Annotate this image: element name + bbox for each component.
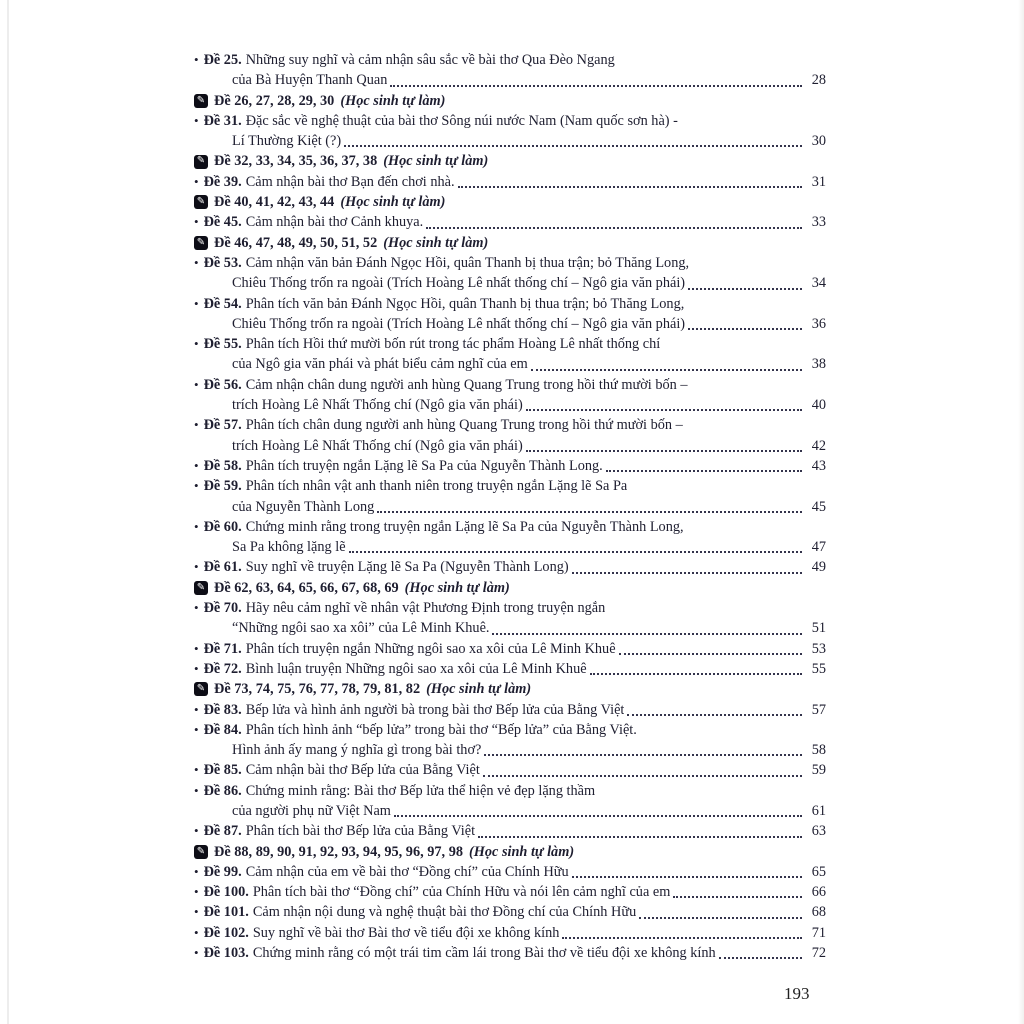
toc-line [194,923,826,943]
bullet-icon: • [194,904,199,920]
entry-label: Đề 85. [203,762,242,779]
toc-entry [194,192,826,212]
entry-label: Đề 86. [203,782,242,799]
group-label: Đề 26, 27, 28, 29, 30 [214,92,335,109]
leader-dots [619,653,802,655]
toc-entry [194,821,826,841]
toc-line [194,740,826,760]
page-ref: 34 [811,275,826,292]
toc-entry [194,882,826,902]
toc-line [194,50,826,70]
leader-dots [526,409,802,411]
leader-dots [673,896,802,898]
entry-label: Đề 102. [203,924,249,941]
toc-entry [194,50,826,91]
group-label: Đề 88, 89, 90, 91, 92, 93, 94, 95, 96, 97, 98 [214,843,463,860]
entry-text: Phân tích bài thơ “Đồng chí” của Chính Hữu và nói lên cảm nghĩ của em [252,884,671,901]
toc-line [194,537,826,557]
bullet-icon: • [194,254,199,270]
bullet-icon: • [194,924,199,940]
toc-line [194,456,826,476]
page-ref: 40 [811,397,826,414]
leader-dots [590,673,802,675]
toc-entry [194,476,826,517]
entry-label: Đề 99. [203,863,242,880]
bullet-icon: • [194,457,199,473]
entry-label: Đề 103. [203,945,249,962]
page-number: 193 [784,984,810,1003]
bullet-icon: • [194,518,199,534]
entry-text: Hãy nêu cảm nghĩ về nhân vật Phương Định trong truyện ngắn [245,600,606,617]
toc-entry [194,517,826,558]
entry-text: của Ngô gia văn phái và phát biểu cảm nghĩ của em [232,356,528,373]
entry-label: Đề 61. [203,559,242,576]
bullet-icon: • [194,884,199,900]
entry-text: Bình luận truyện Những ngôi sao xa xôi của Lê Minh Khuê [245,660,587,677]
bullet-icon: • [194,376,199,392]
entry-text: Bếp lửa và hình ảnh người bà trong bài thơ Bếp lửa của Bằng Việt [245,701,625,718]
page-ref: 68 [811,904,826,921]
toc-line [194,172,826,192]
entry-text: Cảm nhận văn bản Đánh Ngọc Hồi, quân Thanh bị thua trận; bỏ Thăng Long, [245,254,690,271]
entry-text: Cảm nhận bài thơ Cảnh khuya. [245,214,424,231]
entry-text: Sa Pa không lặng lẽ [232,539,346,556]
toc-line [194,497,826,517]
page-ref: 66 [811,884,826,901]
page-ref: 42 [811,437,826,454]
page-ref: 49 [811,559,826,576]
toc-entry [194,943,826,963]
group-note: (Học sinh tự làm) [340,194,446,211]
page-ref: 51 [811,620,826,637]
toc-entry [194,375,826,416]
toc-line [194,557,826,577]
toc-line [194,781,826,801]
toc-line [194,842,826,862]
entry-text: Chiêu Thống trốn ra ngoài (Trích Hoàng Lê nhất thống chí – Ngô gia văn phái) [232,275,686,292]
group-label: Đề 73, 74, 75, 76, 77, 78, 79, 81, 82 [214,681,421,698]
toc-entry [194,720,826,761]
bullet-icon: • [194,701,199,717]
toc-entry [194,111,826,152]
toc-line [194,253,826,273]
leader-dots [688,288,802,290]
entry-text: Phân tích hình ảnh “bếp lửa” trong bài thơ “Bếp lửa” của Bằng Việt. [245,721,637,738]
toc-line [194,375,826,395]
assignment-icon: ✎ [194,94,208,108]
group-label: Đề 62, 63, 64, 65, 66, 67, 68, 69 [214,579,399,596]
entry-text: Suy nghĩ về bài thơ Bài thơ về tiểu đội xe không kính [252,924,560,941]
entry-label: Đề 72. [203,660,242,677]
toc-line [194,598,826,618]
entry-label: Đề 71. [203,640,242,657]
leader-dots [572,572,802,574]
page-ref: 31 [811,173,826,190]
entry-text: “Những ngôi sao xa xôi” của Lê Minh Khuê. [232,620,490,637]
entry-text: Cảm nhận bài thơ Bạn đến chơi nhà. [245,173,455,190]
bullet-icon: • [194,640,199,656]
entry-text: Lí Thường Kiệt (?) [232,133,342,150]
entry-text: Cảm nhận bài thơ Bếp lửa của Bằng Việt [245,762,480,779]
toc-line [194,70,826,90]
toc-line [194,760,826,780]
entry-text: Đặc sắc về nghệ thuật của bài thơ Sông núi nước Nam (Nam quốc sơn hà) - [245,112,678,129]
group-note: (Học sinh tự làm) [469,843,575,860]
bullet-icon: • [194,559,199,575]
leader-dots [492,633,802,635]
assignment-icon: ✎ [194,845,208,859]
toc-line [194,91,826,111]
toc-entry [194,212,826,232]
entry-label: Đề 25. [203,52,242,68]
toc-line [194,659,826,679]
leader-dots [344,145,802,147]
toc-line [194,720,826,740]
toc-entry [194,639,826,659]
entry-text: Phân tích chân dung người anh hùng Quang Trung trong hồi thứ mười bốn – [245,417,683,434]
leader-dots [390,85,802,87]
toc-entry [194,334,826,375]
toc-line [194,801,826,821]
toc-line [194,212,826,232]
toc-entry [194,172,826,192]
entry-label: Đề 70. [203,600,242,617]
bullet-icon: • [194,762,199,778]
leader-dots [458,186,802,188]
entry-text: Chứng minh rằng: Bài thơ Bếp lửa thể hiện vẻ đẹp lặng thầm [245,782,596,799]
page-ref: 59 [811,762,826,779]
leader-dots [639,917,802,919]
toc-entry [194,91,826,111]
assignment-icon: ✎ [194,236,208,250]
toc-entry [194,902,826,922]
bullet-icon: • [194,863,199,879]
toc-line [194,821,826,841]
entry-text: Phân tích truyện ngắn Những ngôi sao xa xôi của Lê Minh Khuê [245,640,616,657]
toc-line [194,131,826,151]
entry-text: Cảm nhận chân dung người anh hùng Quang Trung trong hồi thứ mười bốn – [245,376,688,393]
page-ref: 45 [811,498,826,515]
entry-text: Phân tích văn bản Đánh Ngọc Hồi, quân Thanh bị thua trận; bỏ Thăng Long, [245,295,685,312]
toc-entry [194,456,826,476]
assignment-icon: ✎ [194,682,208,696]
page-ref: 61 [811,802,826,819]
entry-label: Đề 59. [203,478,242,495]
bullet-icon: • [194,660,199,676]
toc-entry [194,659,826,679]
toc-entry [194,415,826,456]
entry-text: Cảm nhận nội dung và nghệ thuật bài thơ Đồng chí của Chính Hữu [252,904,637,921]
toc-line [194,902,826,922]
entry-label: Đề 53. [203,254,242,271]
entry-text: của người phụ nữ Việt Nam [232,802,391,819]
toc-line [194,354,826,374]
toc-entry [194,294,826,335]
leader-dots [394,815,802,817]
entry-text: Cảm nhận của em về bài thơ “Đồng chí” của Chính Hữu [245,863,569,880]
entry-label: Đề 39. [203,173,242,190]
bullet-icon: • [194,823,199,839]
entry-label: Đề 45. [203,214,242,231]
toc-line [194,679,826,699]
toc-line [194,233,826,253]
page-ref: 71 [811,924,826,941]
entry-label: Đề 84. [203,721,242,738]
toc-line [194,578,826,598]
toc-entry [194,781,826,822]
toc-entry [194,598,826,639]
toc-line [194,882,826,902]
entry-text: của Bà Huyện Thanh Quan [232,72,388,89]
leader-dots [606,470,802,472]
group-note: (Học sinh tự làm) [404,579,510,596]
page-ref: 30 [811,133,826,150]
entry-text: Phân tích truyện ngắn Lặng lẽ Sa Pa của Nguyễn Thành Long. [245,457,603,474]
leader-dots [562,937,802,939]
page-ref: 38 [811,356,826,373]
page-ref: 63 [811,823,826,840]
entry-text: Phân tích nhân vật anh thanh niên trong truyện ngắn Lặng lẽ Sa Pa [245,478,628,495]
toc-line [194,618,826,638]
toc-entry [194,679,826,699]
toc-line [194,862,826,882]
toc-entry [194,862,826,882]
group-label: Đề 46, 47, 48, 49, 50, 51, 52 [214,234,378,251]
group-note: (Học sinh tự làm) [426,681,532,698]
page-ref: 47 [811,539,826,556]
entry-text: Suy nghĩ về truyện Lặng lẽ Sa Pa (Nguyễn Thành Long) [245,559,569,576]
toc-line [194,314,826,334]
bullet-icon: • [194,600,199,616]
bullet-icon: • [194,721,199,737]
entry-label: Đề 31. [203,112,242,129]
leader-dots [483,775,802,777]
entry-label: Đề 56. [203,376,242,393]
toc-entry [194,700,826,720]
page-ref: 57 [811,701,826,718]
bullet-icon: • [194,478,199,494]
page-ref: 36 [811,315,826,332]
toc-entry [194,923,826,943]
leader-dots [526,450,802,452]
toc-line [194,111,826,131]
group-note: (Học sinh tự làm) [383,153,489,170]
toc-line [194,415,826,435]
bullet-icon: • [194,52,199,67]
leader-dots [426,227,802,229]
entry-label: Đề 87. [203,823,242,840]
group-label: Đề 32, 33, 34, 35, 36, 37, 38 [214,153,378,170]
entry-text: của Nguyễn Thành Long [232,498,375,515]
toc-line [194,639,826,659]
toc-entry [194,557,826,577]
bullet-icon: • [194,214,199,230]
group-note: (Học sinh tự làm) [340,92,446,109]
page-ref: 65 [811,863,826,880]
toc-entry [194,842,826,862]
toc-entry [194,233,826,253]
toc-entry [194,760,826,780]
page-ref: 28 [811,72,826,89]
leader-dots [478,836,802,838]
entry-text: Chứng minh rằng có một trái tim cầm lái trong Bài thơ về tiểu đội xe không kính [252,945,716,962]
page-ref: 43 [811,457,826,474]
entry-text: Phân tích Hồi thứ mười bốn rút trong tác phẩm Hoàng Lê nhất thống chí [245,336,661,353]
toc-list [194,50,826,963]
page-ref: 53 [811,640,826,657]
assignment-icon: ✎ [194,155,208,169]
toc-line [194,334,826,354]
entry-text: Chiêu Thống trốn ra ngoài (Trích Hoàng Lê nhất thống chí – Ngô gia văn phái) [232,315,686,332]
page-ref: 55 [811,660,826,677]
leader-dots [688,328,802,330]
toc-line [194,151,826,171]
bullet-icon: • [194,112,199,128]
leader-dots [719,957,802,959]
bullet-icon: • [194,336,199,352]
bullet-icon: • [194,295,199,311]
group-label: Đề 40, 41, 42, 43, 44 [214,194,335,211]
assignment-icon: ✎ [194,581,208,595]
bullet-icon: • [194,782,199,798]
page-ref: 58 [811,742,826,759]
entry-label: Đề 60. [203,518,242,535]
leader-dots [572,876,802,878]
entry-label: Đề 54. [203,295,242,312]
bullet-icon: • [194,417,199,433]
entry-label: Đề 57. [203,417,242,434]
leader-dots [349,551,802,553]
scan-edge-right [1018,0,1024,1024]
group-note: (Học sinh tự làm) [383,234,489,251]
entry-label: Đề 100. [203,884,249,901]
toc-line [194,192,826,212]
entry-text: Hình ảnh ấy mang ý nghĩa gì trong bài thơ? [232,742,482,759]
toc-line [194,517,826,537]
toc-line [194,700,826,720]
leader-dots [377,511,802,513]
entry-label: Đề 55. [203,336,242,353]
leader-dots [627,714,802,716]
entry-text: trích Hoàng Lê Nhất Thống chí (Ngô gia văn phái) [232,437,523,454]
page-ref: 72 [811,945,826,962]
bullet-icon: • [194,945,199,961]
toc-line [194,436,826,456]
assignment-icon: ✎ [194,195,208,209]
entry-text: Chứng minh rằng trong truyện ngắn Lặng lẽ Sa Pa của Nguyễn Thành Long, [245,518,684,535]
toc-line [194,294,826,314]
toc-line [194,943,826,963]
toc-entry [194,253,826,294]
toc-line [194,273,826,293]
entry-label: Đề 101. [203,904,249,921]
entry-text: Những suy nghĩ và cảm nhận sâu sắc về bài thơ Qua Đèo Ngang [245,52,615,68]
page-ref: 33 [811,214,826,231]
entry-text: Phân tích bài thơ Bếp lửa của Bằng Việt [245,823,476,840]
toc-entry [194,578,826,598]
toc-line [194,476,826,496]
scan-edge-left [7,0,9,1024]
entry-label: Đề 58. [203,457,242,474]
leader-dots [531,369,802,371]
toc-entry [194,151,826,171]
entry-text: trích Hoàng Lê Nhất Thống chí (Ngô gia văn phái) [232,397,523,414]
leader-dots [484,754,802,756]
entry-label: Đề 83. [203,701,242,718]
bullet-icon: • [194,173,199,189]
toc-line [194,395,826,415]
